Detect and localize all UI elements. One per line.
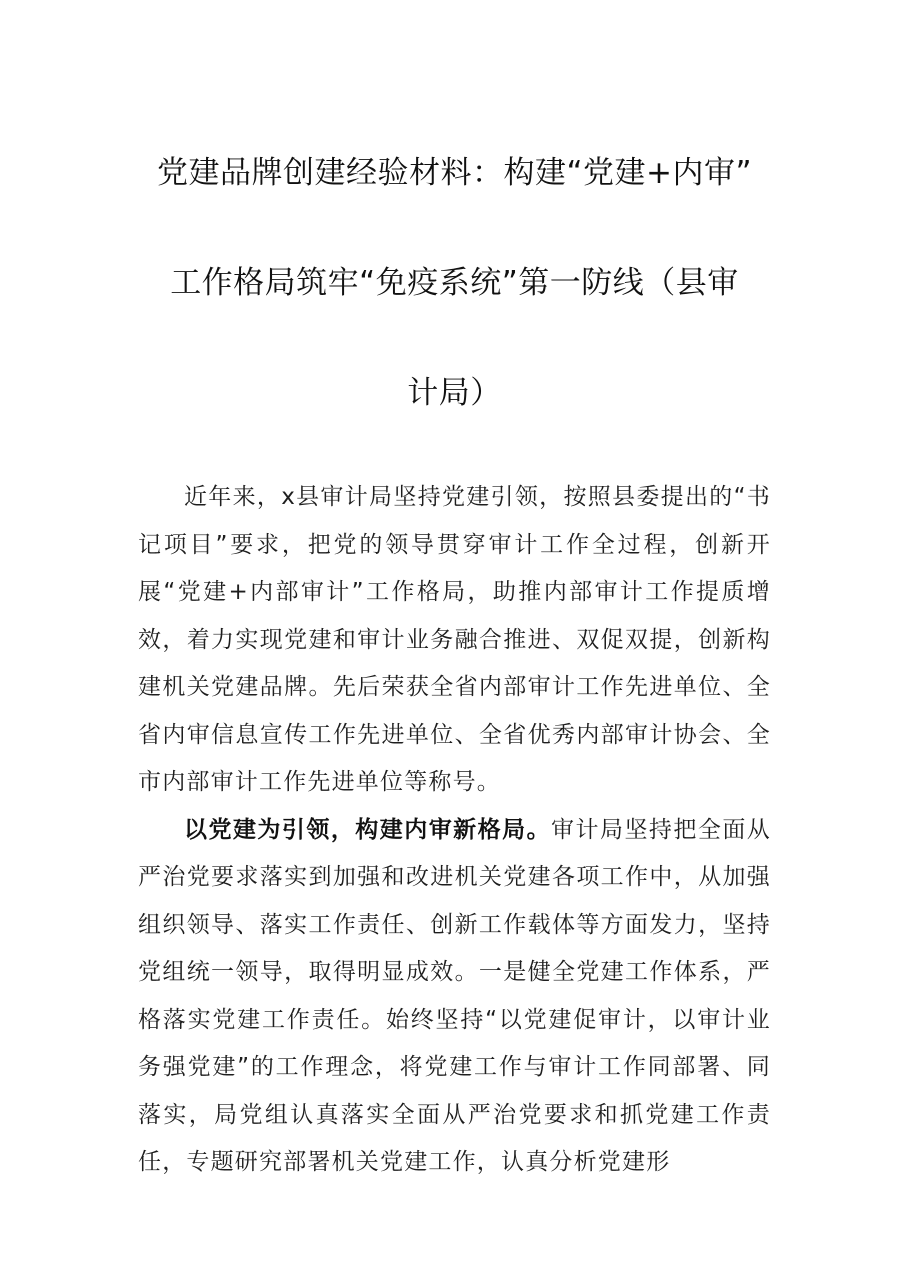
paragraph-intro-text: 近年来，x县审计局坚持党建引领，按照县委提出的“书记项目”要求，把党的领导贯穿审计工作全过程，创新开展“党建+内部审计”工作格局，助推内部审计工作提质增效，着力实现党建和审计业务融合推进、双促双提，创新构建机关党建品牌。先后荣获全省内部审计工作先进单位、全省内审信息宣传工作先进单位、全省优秀内部审计协会、全市内部审计工作先进单位等称号。 [138,484,771,795]
document-body [138,474,771,1187]
paragraph-intro [138,474,771,807]
title-line-2: 工作格局筑牢“免疫系统”第一防线（县审 [170,265,739,301]
title-line-1: 党建品牌创建经验材料：构建“党建+内审” [156,155,753,191]
paragraph-party-building-lead: 以党建为引领，构建内审新格局。 [184,816,552,843]
document-title [138,0,771,448]
paragraph-party-building [138,807,771,1187]
paragraph-party-building-text: 审计局坚持把全面从严治党要求落实到加强和改进机关党建各项工作中，从加强组织领导、落实工作责任、创新工作载体等方面发力，坚持党组统一领导，取得明显成效。一是健全党建工作体系，严格落实党建工作责任。始终坚持“以党建促审计，以审计业务强党建”的工作理念，将党建工作与审计工作同部署、同落实，局党组认真落实全面从严治党要求和抓党建工作责任，专题研究部署机关党建工作，认真分析党建形 [138,816,771,1175]
title-line-3: 计局） [407,375,502,411]
